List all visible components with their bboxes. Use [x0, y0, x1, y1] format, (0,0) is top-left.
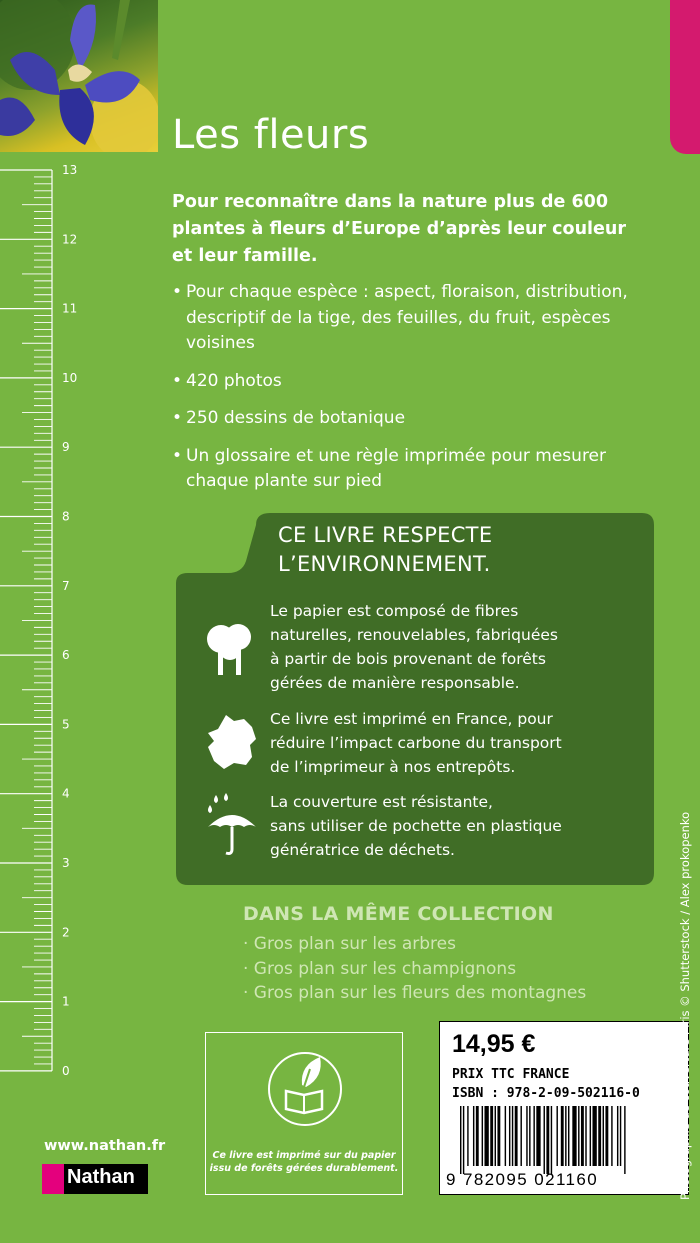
collection-item: · Gros plan sur les fleurs des montagnes	[243, 983, 587, 1003]
barcode-bar	[617, 1106, 618, 1166]
barcode-digits: 9 782095 021160	[446, 1170, 599, 1189]
publisher-url[interactable]: www.nathan.fr	[44, 1138, 166, 1154]
barcode-bar	[568, 1106, 569, 1166]
environment-title: CE LIVRE RESPECTE L’ENVIRONNEMENT.	[278, 523, 493, 576]
ruler-label: 12	[62, 232, 78, 247]
leaf-book-icon	[266, 1043, 344, 1141]
publisher-logo	[42, 1164, 148, 1194]
barcode-bar	[605, 1106, 608, 1166]
paper-info: Le papier est composé de fibres naturelles, renouvelables, fabriquées à partir de bois provenant de forêts gérées de manière responsable.	[270, 602, 558, 692]
barcode-bar	[484, 1106, 488, 1166]
collection-color-tab	[670, 0, 700, 154]
cover-info: La couverture est résistante, sans utiliser de pochette en plastique génératrice de déchets.	[270, 793, 562, 859]
feature-item: • 420 photos	[172, 370, 282, 391]
book-title: Les fleurs	[172, 112, 370, 158]
eco-label-text: Ce livre est imprimé sur du papier issu de forêts gérées durablement.	[209, 1150, 399, 1174]
collection-list	[243, 932, 586, 1006]
barcode-bar	[551, 1106, 552, 1174]
barcode-bar	[561, 1106, 564, 1166]
barcode	[456, 1106, 672, 1174]
barcode-bar	[490, 1106, 493, 1166]
logo-text: Nathan	[67, 1166, 135, 1188]
logo-mark	[42, 1164, 64, 1194]
barcode-bar	[460, 1106, 461, 1174]
barcode-bar	[497, 1106, 500, 1166]
ruler-label: 4	[62, 786, 70, 801]
barcode-bar	[581, 1106, 584, 1166]
ruler-label: 8	[62, 509, 70, 524]
barcode-bar	[585, 1106, 586, 1166]
ruler-label: 1	[62, 994, 70, 1009]
barcode-bar	[556, 1106, 557, 1166]
barcode-bar	[526, 1106, 527, 1166]
feature-item: • 250 dessins de botanique	[172, 408, 406, 428]
barcode-bar	[546, 1106, 549, 1174]
ruler-label: 0	[62, 1063, 70, 1078]
barcode-bar	[473, 1106, 474, 1166]
eco-label-box	[205, 1032, 403, 1195]
feature-item: • Un glossaire et une règle imprimée pour mesurer chaque plante sur pied	[172, 445, 607, 491]
umbrella-rain-icon	[204, 793, 260, 861]
ruler-label: 6	[62, 648, 70, 663]
environment-panel	[176, 513, 654, 885]
barcode-bar	[603, 1106, 604, 1166]
cover-photo-iris	[0, 0, 158, 152]
collection-item: · Gros plan sur les champignons	[243, 958, 517, 979]
ruler-label: 2	[62, 925, 70, 940]
barcode-bar	[520, 1106, 521, 1166]
barcode-bar	[611, 1106, 612, 1166]
barcode-bar	[598, 1106, 601, 1166]
ruler-label: 7	[62, 578, 70, 593]
barcode-bar	[482, 1106, 483, 1166]
printing-info: Ce livre est imprimé en France, pour réduire l’impact carbone du transport de l’imprimeur à nos entrepôts.	[270, 710, 562, 776]
measuring-ruler	[0, 152, 78, 1080]
barcode-bar	[467, 1106, 468, 1166]
ruler-label: 3	[62, 856, 70, 870]
collection-title: DANS LA MÊME COLLECTION	[243, 903, 554, 925]
barcode-bar	[592, 1106, 596, 1166]
france-map-icon	[204, 713, 260, 775]
barcode-bar	[509, 1106, 510, 1166]
barcode-bar	[505, 1106, 506, 1166]
barcode-bar	[544, 1106, 545, 1174]
barcode-bar	[578, 1106, 579, 1166]
price-barcode-box	[439, 1021, 689, 1195]
feature-item: • Pour chaque espèce : aspect, floraison, distribution, descriptif de la tige, des feuilles, du fruit, espèces voisines	[172, 282, 628, 353]
collection-item: · Gros plan sur les arbres	[243, 934, 456, 954]
ruler-label: 11	[62, 301, 78, 316]
ruler-label: 5	[62, 717, 70, 732]
ruler-label: 9	[62, 440, 70, 455]
intro-text: Pour reconnaître dans la nature plus de 600 plantes à fleurs d’Europe d’après leur couleur et leur famille.	[172, 192, 626, 266]
barcode-bar	[529, 1106, 530, 1166]
photo-credit: Photographie de couverture : Iris © Shutterstock / Alex prokopenko	[678, 811, 692, 1200]
barcode-bar	[515, 1106, 518, 1166]
ruler-label: 10	[62, 370, 78, 385]
barcode-bar	[620, 1106, 621, 1166]
isbn: ISBN : 978-2-09-502116-0	[452, 1086, 640, 1101]
barcode-bar	[590, 1106, 591, 1166]
barcode-bar	[572, 1106, 576, 1166]
barcode-bar	[512, 1106, 513, 1166]
barcode-bar	[476, 1106, 479, 1166]
ruler-label: 13	[62, 163, 78, 177]
price: 14,95 €	[452, 1030, 536, 1058]
feature-list	[172, 280, 642, 507]
barcode-bar	[533, 1106, 534, 1166]
trees-icon	[204, 621, 256, 681]
barcode-bar	[624, 1106, 625, 1174]
barcode-bar	[536, 1106, 540, 1166]
barcode-bar	[495, 1106, 496, 1166]
barcode-bar	[463, 1106, 464, 1174]
price-label: PRIX TTC FRANCE	[452, 1067, 570, 1082]
barcode-bar	[565, 1106, 566, 1166]
